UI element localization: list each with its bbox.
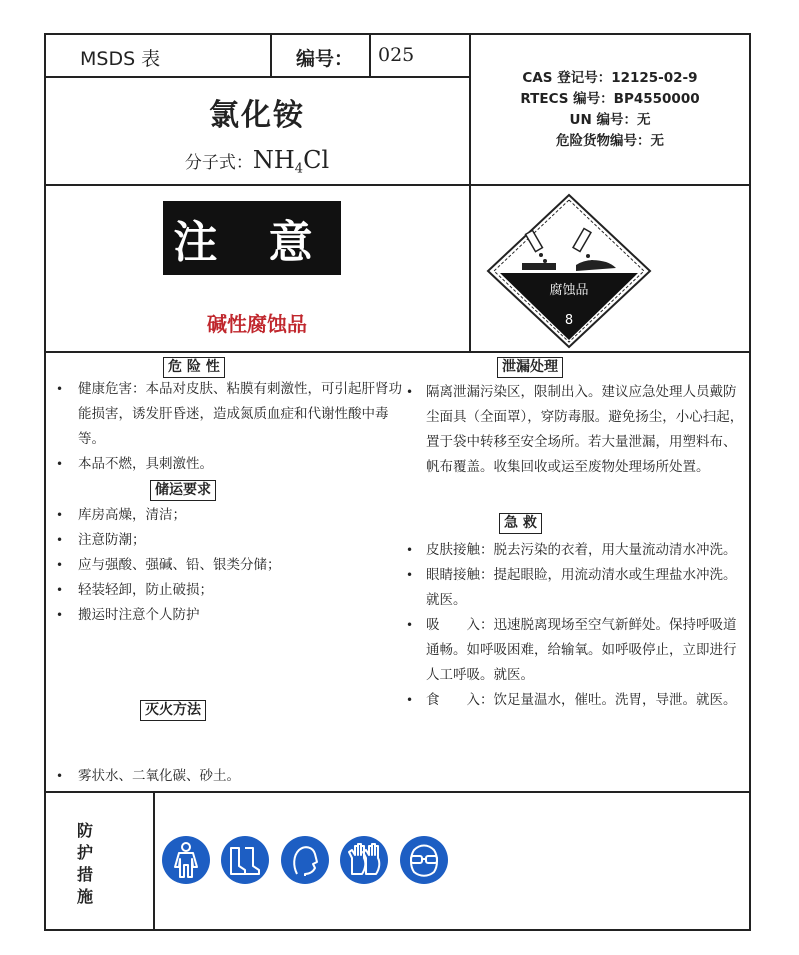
msds-label: MSDS 表 [80,48,161,70]
divider [270,33,272,76]
chemical-name: 氯化铵 [209,98,305,133]
fire-heading: 灭火方法 [140,700,206,721]
safety-boots-icon [221,836,269,884]
rtecs-number: RTECS 编号：BP4550000 [520,91,700,107]
divider [44,351,751,353]
diamond-number: 8 [564,313,574,328]
divider [44,791,751,793]
caution-banner: 注 意 [163,201,341,275]
molecular-formula: 分子式：$NH_4Cl$ [184,146,330,177]
hazards-heading: 危 险 性 [163,357,225,378]
number-value: 025 [378,44,415,66]
list-item: • 雾状水、二氧化碳、砂土。 [44,764,402,789]
corrosive-hazard-diamond [486,193,652,349]
hazards-list [44,377,402,477]
number-label: 编号： [296,48,354,70]
first-aid-heading: 急 救 [499,513,542,534]
list-item: • 吸 入：迅速脱离现场至空气新鲜处。保持呼吸道通畅。如呼吸困难，给输氧。如呼吸停止，立即进行人工呼吸。就医。 [400,613,745,688]
list-item: • 食 入：饮足量温水，催吐。洗胃，导泄。就医。 [400,688,745,713]
spill-heading: 泄漏处理 [497,357,563,378]
protective-gloves-icon [340,836,388,884]
divider [44,76,470,78]
divider [44,184,751,186]
divider [369,33,371,76]
list-item: • 隔离泄漏污染区，限制出入。建议应急处理人员戴防尘面具（全面罩），穿防毒服。避免扬尘，小心扫起，置于袋中转移至安全场所。若大量泄漏，用塑料布、帆布覆盖。收集回收或运至废物处理场所处置。 [400,380,745,480]
cas-number: CAS 登记号：12125-02-9 [522,70,698,86]
list-item: • 搬运时注意个人防护 [44,603,402,628]
list-item: • 健康危害：本品对皮肤、粘膜有刺激性，可引起肝肾功能损害，诱发肝昏迷，造成氮质血症和代谢性酸中毒等。 [44,377,402,452]
spill-list [400,380,745,480]
storage-heading: 储运要求 [150,480,216,501]
diamond-label: 腐蚀品 [549,283,589,298]
storage-list [44,503,402,628]
safety-goggles-icon [400,836,448,884]
fire-list [44,764,402,789]
un-number: UN 编号：无 [569,112,651,128]
dangerous-goods-number: 危险货物编号：无 [556,133,664,149]
first-aid-list [400,538,745,713]
hazard-class: 碱性腐蚀品 [207,312,307,336]
list-item: • 眼睛接触：提起眼睑，用流动清水或生理盐水冲洗。就医。 [400,563,745,613]
divider [153,791,155,931]
face-mask-icon [281,836,329,884]
list-item: • 轻装轻卸，防止破损； [44,578,402,603]
list-item: • 注意防潮； [44,528,402,553]
list-item: • 应与强酸、强碱、铅、银类分储； [44,553,402,578]
protective-suit-icon [162,836,210,884]
protection-label: 防护措施 [76,821,93,906]
list-item: • 皮肤接触：脱去污染的衣着，用大量流动清水冲洗。 [400,538,745,563]
list-item: • 本品不燃，具刺激性。 [44,452,402,477]
identifiers-block [469,68,751,152]
list-item: • 库房高燥，清洁； [44,503,402,528]
